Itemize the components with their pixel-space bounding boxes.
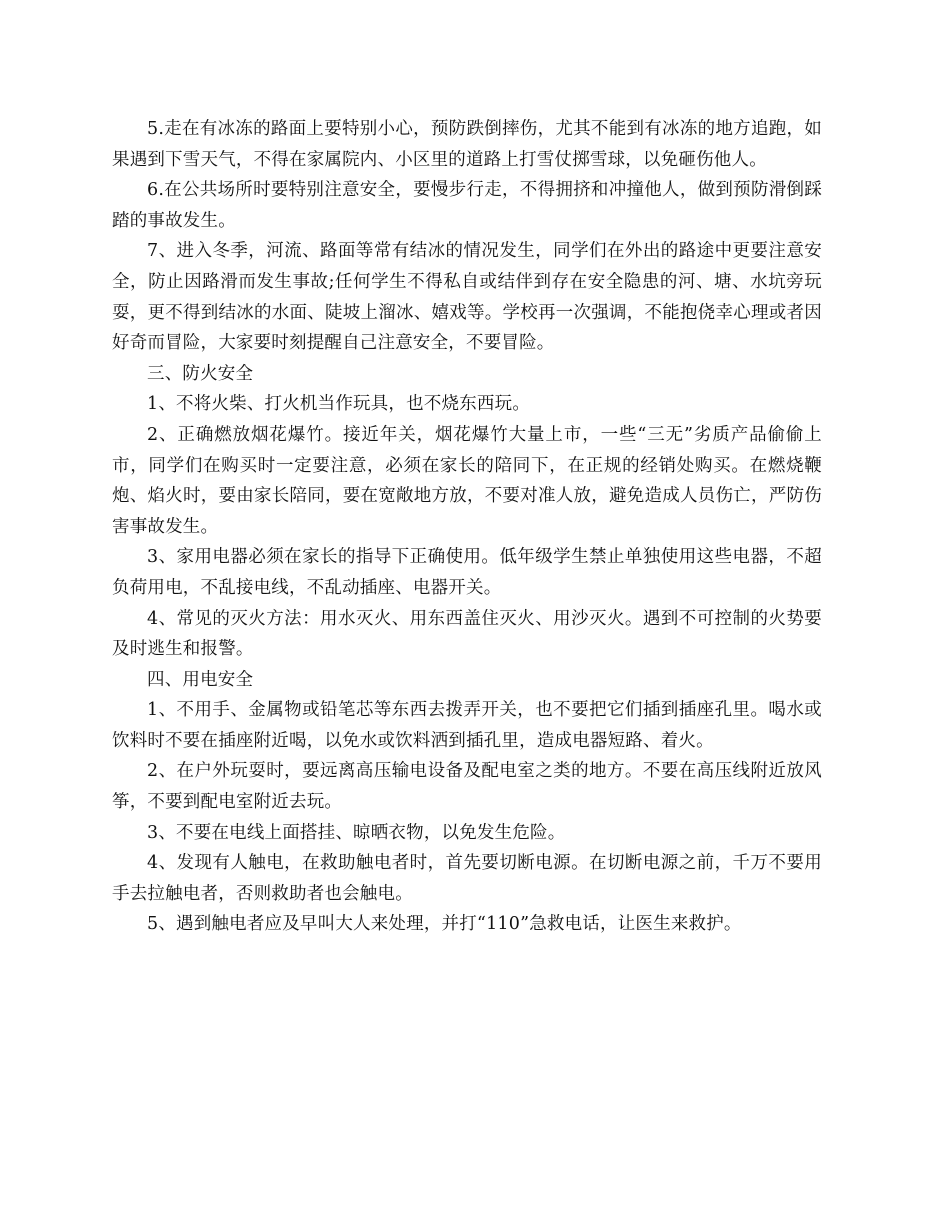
document-body (112, 114, 822, 940)
paragraph-ice-road: 5.走在有冰冻的路面上要特别小心，预防跌倒摔伤，尤其不能到有冰冻的地方追跑，如果遇到下雪天气，不得在家属院内、小区里的道路上打雪仗掷雪球，以免砸伤他人。 (112, 119, 822, 170)
paragraph-sockets: 1、不用手、金属物或铅笔芯等东西去拨弄开关，也不要把它们插到插座孔里。喝水或饮料时不要在插座附近喝，以免水或饮料洒到插孔里，造成电器短路、着火。 (112, 700, 822, 751)
paragraph-extinguish: 4、常见的灭火方法：用水灭火、用东西盖住灭火、用沙灭火。遇到不可控制的火势要及时逃生和报警。 (112, 608, 822, 660)
paragraph-public-places: 6.在公共场所时要特别注意安全，要慢步行走，不得拥挤和冲撞他人，做到预防滑倒踩踏的事故发生。 (112, 180, 822, 231)
section-heading-electrical-safety: 四、用电安全 (147, 669, 254, 690)
paragraph-electrocution: 4、发现有人触电，在救助触电者时，首先要切断电源。在切断电源之前，千万不要用手去拉触电者，否则救助者也会触电。 (112, 853, 822, 904)
section-heading-fire-safety: 三、防火安全 (147, 363, 254, 384)
paragraph-high-voltage: 2、在户外玩耍时，要远离高压输电设备及配电室之类的地方。不要在高压线附近放风筝，不要到配电室附近去玩。 (112, 761, 822, 813)
paragraph-winter-ice: 7、进入冬季，河流、路面等常有结冰的情况发生，同学们在外出的路途中更要注意安全，防止因路滑而发生事故;任何学生不得私自或结伴到存在安全隐患的河、塘、水坑旁玩耍，更不得到结冰的水面、陡坡上溜冰、嬉戏等。学校再一次强调，不能抱侥幸心理或者因好奇而冒险，大家要时刻提醒自己注意安全，不要冒险。 (112, 241, 822, 354)
paragraph-wires-clothes: 3、不要在电线上面搭挂、晾晒衣物，以免发生危险。 (147, 822, 566, 843)
paragraph-fireworks: 2、正确燃放烟花爆竹。接近年关，烟花爆竹大量上市，一些“三无”劣质产品偷偷上市，同学们在购买时一定要注意，必须在家长的陪同下，在正规的经销处购买。在燃烧鞭炮、焰火时，要由家长陪同，要在宽敞地方放，不要对准人放，避免造成人员伤亡，严防伤害事故发生。 (112, 424, 822, 537)
paragraph-appliances: 3、家用电器必须在家长的指导下正确使用。低年级学生禁止单独使用这些电器，不超负荷用电，不乱接电线，不乱动插座、电器开关。 (112, 547, 822, 598)
paragraph-matches: 1、不将火柴、打火机当作玩具，也不烧东西玩。 (147, 394, 531, 415)
paragraph-emergency-call: 5、遇到触电者应及早叫大人来处理，并打“110”急救电话，让医生来救护。 (147, 914, 742, 935)
